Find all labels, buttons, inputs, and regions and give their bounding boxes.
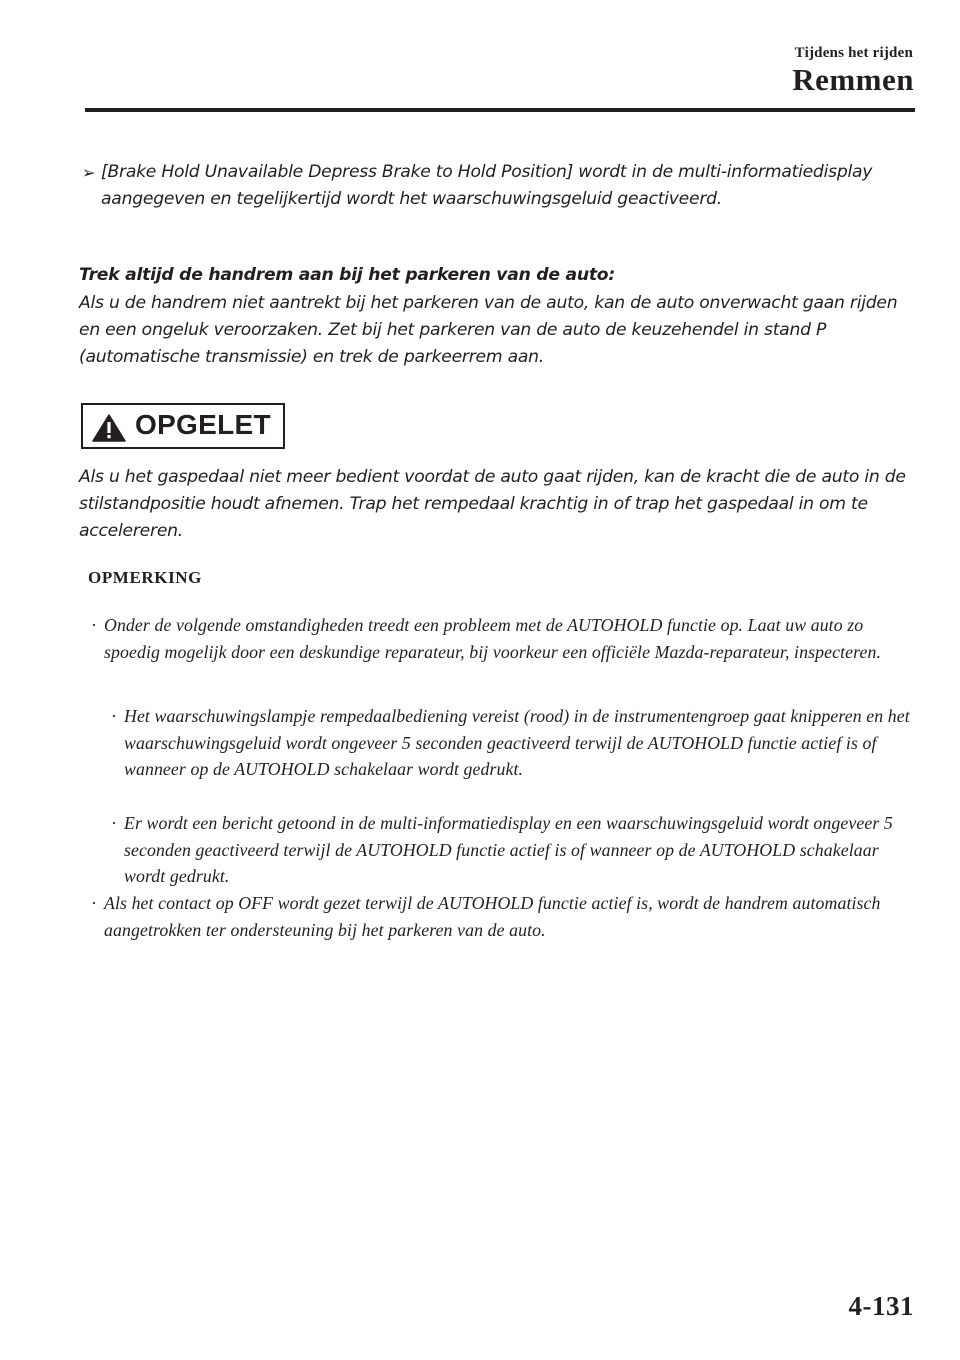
- note-item-text: Onder de volgende omstandigheden treedt een probleem met de AUTOHOLD functie op. Laat uw auto zo spoedig mogelijk door een deskundige reparateur, bij voorkeur een officiële Mazda-reparateur, inspecteren.: [104, 615, 881, 662]
- warning-triangle-icon: [92, 414, 126, 442]
- header-rule: [85, 108, 915, 112]
- note-title: OPMERKING: [88, 568, 203, 587]
- caution-banner: [81, 403, 285, 449]
- arrow-list-item: [79, 159, 919, 213]
- note-item-text: Als het contact op OFF wordt gezet terwijl de AUTOHOLD functie actief is, wordt de handrem automatisch aangetrokken ter ondersteuning bij het parkeren van de auto.: [104, 893, 881, 940]
- caution-paragraph: Als u het gaspedaal niet meer bedient voordat de auto gaat rijden, kan de kracht die de auto in de stilstandpositie houdt afnemen. Trap het rempedaal krachtig in of trap het gaspedaal in om te accelereren.: [79, 467, 906, 541]
- arrow-item-text: [Brake Hold Unavailable Depress Brake to Hold Position] wordt in de multi-informatiedisplay aangegeven en tegelijkertijd wordt het waarschuwingsgeluid geactiveerd.: [101, 162, 873, 209]
- note-subitem: [111, 810, 914, 890]
- chapter-title: Remmen: [792, 62, 914, 97]
- caution-label: OPGELET: [135, 409, 271, 440]
- note-item: [91, 890, 914, 943]
- note-item: [91, 612, 914, 665]
- parking-paragraph: Als u de handrem niet aantrekt bij het parkeren van de auto, kan de auto onverwacht gaan rijden en een ongeluk veroorzaken. Zet bij het parkeren van de auto de keuzehendel in stand P (automatische transmissie) en trek de parkeerrem aan.: [79, 293, 898, 367]
- page-number: 4-131: [848, 1291, 914, 1321]
- bullet-dot-icon: ·: [111, 706, 118, 726]
- note-subitem: [111, 703, 914, 783]
- arrow-bullet-icon: ➢: [82, 163, 96, 182]
- bullet-dot-icon: ·: [91, 893, 98, 913]
- bullet-dot-icon: ·: [91, 615, 98, 635]
- note-subitem-text: Het waarschuwingslampje rempedaalbediening vereist (rood) in de instrumentengroep gaat knipperen en het waarschuwingsgeluid wordt ongeveer 5 seconden geactiveerd terwijl de AUTOHOLD functie actief is of wanneer op de AUTOHOLD schakelaar wordt gedrukt.: [124, 706, 910, 780]
- note-subitem-text: Er wordt een bericht getoond in de multi-informatiedisplay en een waarschuwingsgeluid wordt ongeveer 5 seconden geactiveerd terwijl de AUTOHOLD functie actief is of wanneer op de AUTOHOLD schakelaar wordt gedrukt.: [124, 813, 893, 887]
- bullet-dot-icon: ·: [111, 813, 118, 833]
- parking-heading: Trek altijd de handrem aan bij het parkeren van de auto:: [79, 265, 615, 285]
- section-title: Tijdens het rijden: [794, 45, 913, 61]
